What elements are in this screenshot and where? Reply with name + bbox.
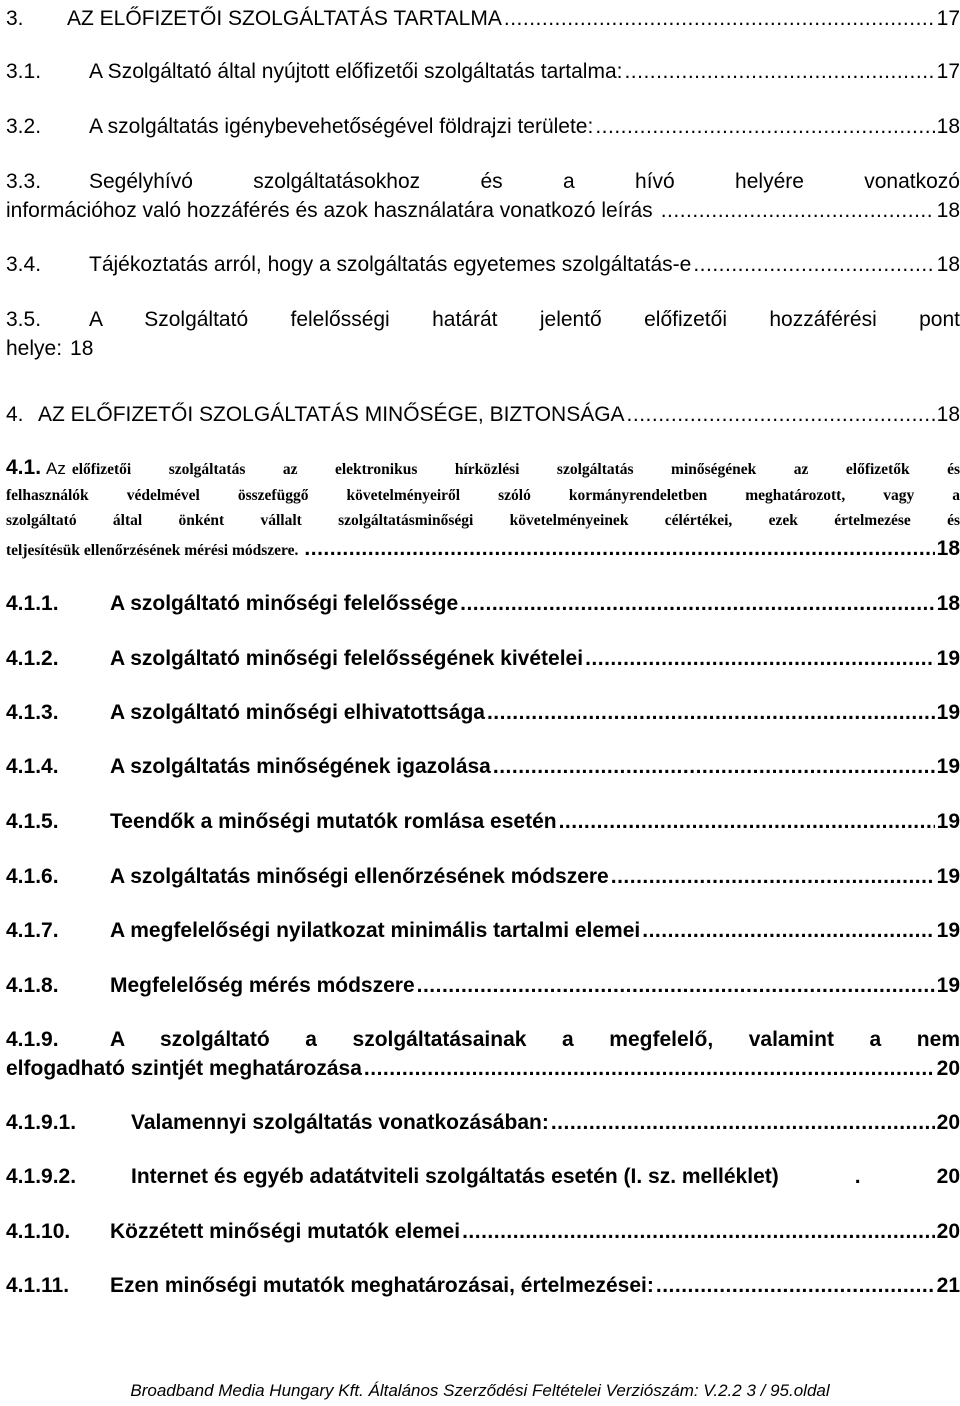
toc-leader-dots [656,1271,935,1300]
toc-entry-title: A szolgáltató minőségi felelőssége [110,592,459,615]
toc-entry-number: 4.1.10. [6,1220,71,1243]
toc-entry-4-1-9-2[interactable] [6,1162,960,1191]
toc-entry-4-1[interactable] [6,455,960,563]
toc-entry-title: Közzétett minőségi mutatók elemei [110,1220,461,1243]
toc-entry-title-line-1: A Szolgáltató felelősségi határát jelentő előfizetői hozzáférési pont [89,308,960,331]
toc-entry-4-1-4[interactable] [6,752,960,781]
toc-entry-title-line-4: teljesítésük ellenőrzésének mérési módszere. [6,541,299,559]
toc-entry-number: 4.1.8. [6,974,59,997]
toc-entry-number: 4.1.5. [6,810,59,833]
toc-leader-dots [624,57,934,86]
toc-entry-title: A szolgáltató minőségi elhivatottsága [110,701,485,724]
toc-leader-dots [493,752,935,781]
toc-leader-dots [693,250,934,279]
toc-entry-number: 4.1.4. [6,755,59,778]
toc-entry-4[interactable] [6,400,960,429]
toc-entry-title-line-1: előfizetői szolgáltatás az elektronikus hírközlési szolgáltatás minőségének az előfizetők és [71,461,960,478]
toc-page-number: 21 [936,1274,960,1297]
toc-leader-dots [417,971,935,1000]
toc-entry-number: 4.1.9.2. [6,1165,77,1188]
toc-page-number: 18 [936,199,960,222]
toc-entry-title: A szolgáltatás minőségének igazolása [110,755,491,778]
toc-page-number: 18 [936,253,960,276]
toc-leader-dots [611,862,935,891]
toc-entry-4-1-2[interactable] [6,644,960,673]
toc-entry-4-1-9[interactable] [6,1025,960,1083]
toc-page-number: 19 [936,647,960,670]
toc-leader-dots [487,698,935,727]
toc-leader-dots: . [854,1165,861,1188]
toc-entry-4-1-6[interactable] [6,862,960,891]
toc-entry-4-1-11[interactable] [6,1271,960,1300]
toc-leader-dots [661,196,935,225]
toc-entry-number: 4.1.9.1. [6,1111,77,1134]
toc-entry-number: 3.3. [6,170,42,193]
toc-leader-dots [551,1108,935,1137]
toc-page-number: 20 [936,1057,960,1080]
toc-entry-title: A szolgáltatás igénybevehetőségével földrajzi területe: [89,115,594,138]
toc-entry-number: 3.5. [6,308,42,331]
toc-page-number: 19 [936,865,960,888]
toc-entry-title: Megfelelőség mérés módszere [110,974,415,997]
toc-page-number: 18 [936,592,960,615]
toc-leader-dots [585,644,935,673]
toc-entry-title-line-2: információhoz való hozzáférés és azok használatára vonatkozó leírás [6,199,653,222]
toc-page-number: 20 [936,1165,960,1188]
toc-entry-3-4[interactable] [6,250,960,279]
toc-page-number: 19 [936,810,960,833]
toc-page-number: 19 [936,755,960,778]
toc-entry-title-line-2: elfogadható szintjét meghatározása [6,1057,362,1080]
toc-entry-4-1-10[interactable] [6,1217,960,1246]
toc-entry-title: Teendők a minőségi mutatók romlása esetén [110,810,557,833]
toc-entry-3-2[interactable] [6,112,960,141]
toc-entry-number: 4.1. [6,456,42,479]
toc-entry-number: 4.1.3. [6,701,59,724]
toc-entry-4-1-1[interactable] [6,589,960,618]
toc-entry-3[interactable] [6,4,960,33]
toc-entry-title: AZ ELŐFIZETŐI SZOLGÁLTATÁS MINŐSÉGE, BIZTONSÁGA [38,403,625,426]
toc-page-number: 19 [936,919,960,942]
toc-page-number: 19 [936,701,960,724]
toc-entry-title-line-3: szolgáltató által önként vállalt szolgáltatásminőségi követelményeinek célértékei, ezek értelmezése és [6,512,960,529]
toc-entry-title-line-2: helye: [6,337,63,360]
toc-leader-dots [504,4,935,33]
toc-entry-title-line-2: felhasználók védelmével összefüggő követelményeiről szóló kormányrendeletben meghatározott, vagy a [6,486,960,504]
page-footer: Broadband Media Hungary Kft. Általános Szerződési Feltételei Verziószám: V.2.2 3 / 95.oldal [130,1381,830,1400]
toc-leader-dots [462,1217,935,1246]
toc-page-number: 17 [936,60,960,83]
toc-entry-number: 4. [6,403,24,426]
toc-leader-dots [627,400,935,429]
toc-entry-number: 4.1.9. [6,1028,59,1051]
toc-entry-title: A megfelelőségi nyilatkozat minimális tartalmi elemei [110,919,641,942]
toc-page-number: 19 [936,974,960,997]
toc-entry-4-1-7[interactable] [6,916,960,945]
toc-entry-title: Internet és egyéb adatátviteli szolgáltatás esetén (I. sz. melléklet) [131,1165,779,1188]
toc-entry-lead: Az [46,459,66,478]
toc-entry-number: 3.1. [6,60,42,83]
toc-page-number: 18 [936,115,960,138]
toc-page-number: 18 [936,536,960,560]
toc-leader-dots [460,589,935,618]
toc-entry-number: 4.1.1. [6,592,59,615]
toc-entry-title: Tájékoztatás arról, hogy a szolgáltatás egyetemes szolgáltatás-e [89,253,692,276]
toc-entry-3-1[interactable] [6,57,960,86]
toc-leader-dots [595,112,934,141]
toc-entry-title: AZ ELŐFIZETŐI SZOLGÁLTATÁS TARTALMA [67,7,502,30]
toc-entry-3-5[interactable] [6,305,960,363]
toc-page-number: 18 [70,337,94,360]
toc-entry-number: 3.2. [6,115,42,138]
toc-entry-number: 4.1.6. [6,865,59,888]
toc-entry-4-1-3[interactable] [6,698,960,727]
toc-leader-dots [304,534,934,563]
toc-entry-title: Valamennyi szolgáltatás vonatkozásában: [131,1111,549,1134]
toc-page-number: 20 [936,1220,960,1243]
toc-page-number: 20 [936,1111,960,1134]
toc-entry-title: A szolgáltató minőségi felelősségének kivételei [110,647,584,670]
toc-entry-number: 4.1.11. [6,1274,70,1297]
toc-page-number: 18 [936,403,960,426]
toc-page-number: 17 [936,7,960,30]
toc-entry-4-1-5[interactable] [6,807,960,836]
toc-entry-title: A Szolgáltató által nyújtott előfizetői szolgáltatás tartalma: [89,60,623,83]
toc-entry-title-line-1: Segélyhívó szolgáltatásokhoz és a hívó helyére vonatkozó [89,170,960,193]
toc-entry-number: 3. [6,7,24,30]
toc-entry-title: Ezen minőségi mutatók meghatározásai, értelmezései: [110,1274,654,1297]
toc-entry-4-1-9-1[interactable] [6,1108,960,1137]
toc-leader-dots [642,916,934,945]
toc-leader-dots [364,1054,935,1083]
toc-entry-number: 4.1.7. [6,919,59,942]
toc-entry-title-line-1: A szolgáltató a szolgáltatásainak a megfelelő, valamint a nem [110,1028,960,1051]
toc-entry-title: A szolgáltatás minőségi ellenőrzésének módszere [110,865,609,888]
toc-entry-number: 3.4. [6,253,42,276]
toc-entry-number: 4.1.2. [6,647,59,670]
toc-leader-dots [559,807,935,836]
toc-entry-4-1-8[interactable] [6,971,960,1000]
toc-entry-3-3[interactable] [6,167,960,225]
